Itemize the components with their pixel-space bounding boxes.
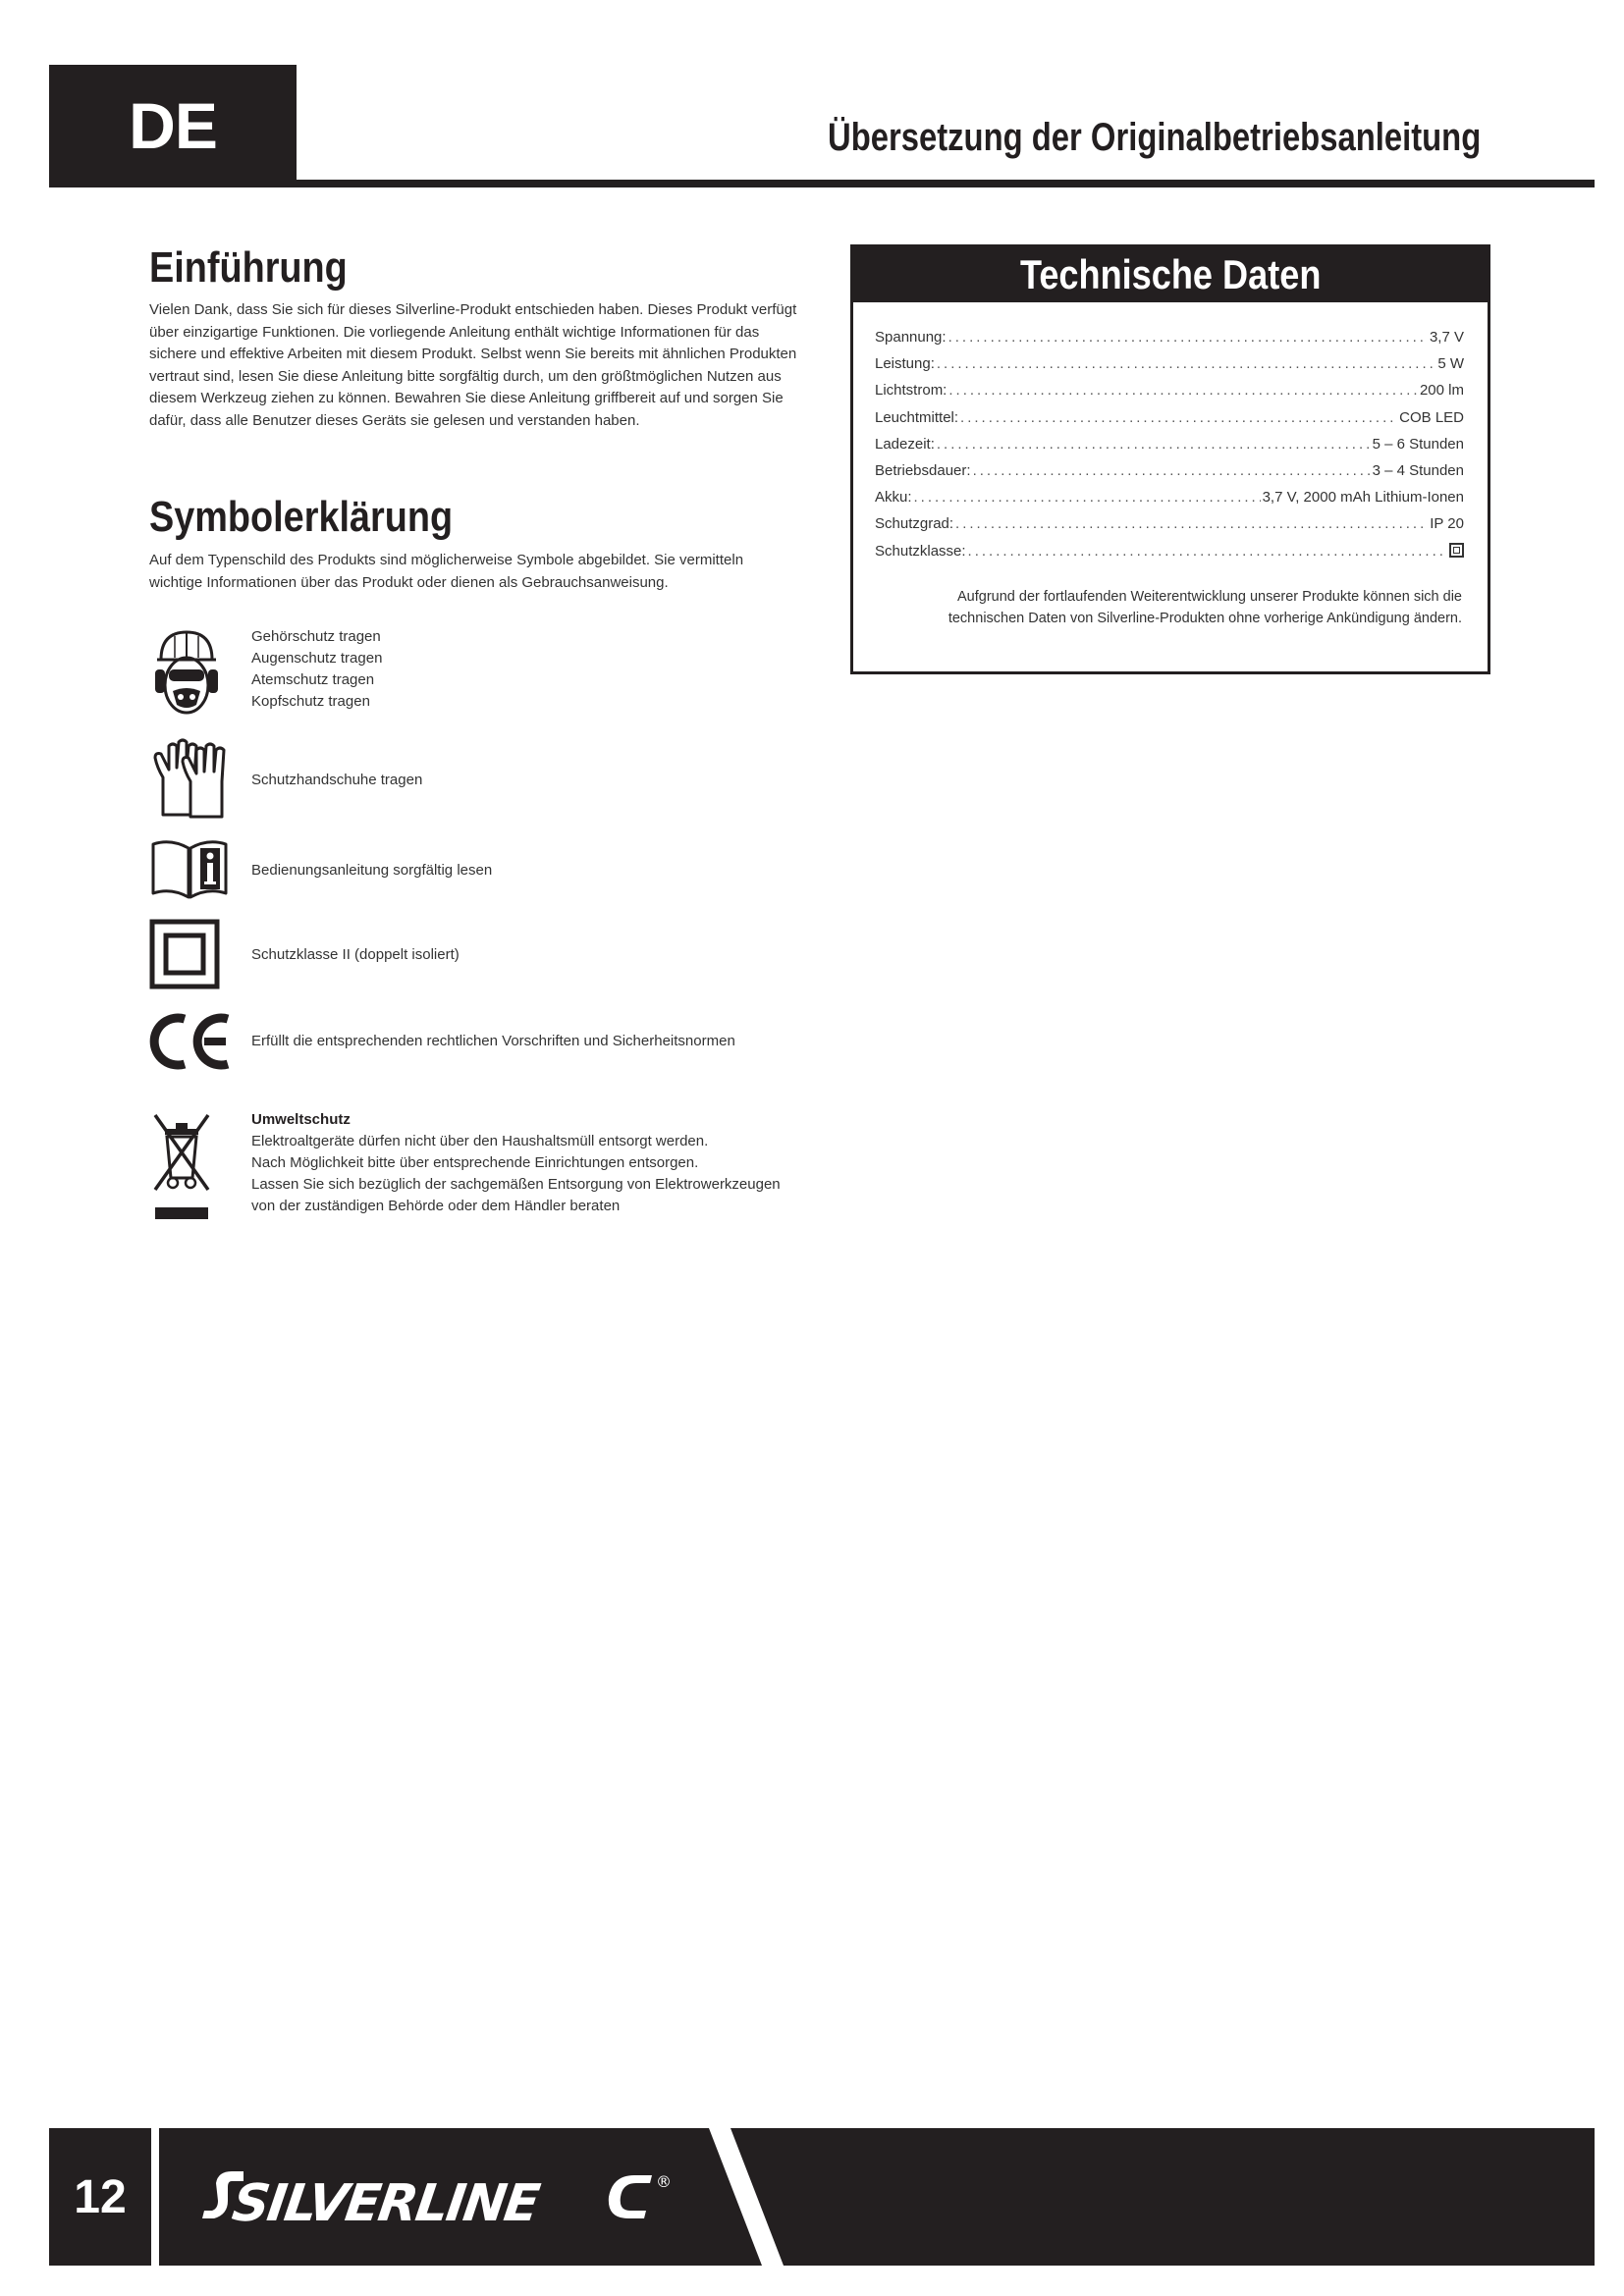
leader-dots	[914, 489, 1261, 506]
intro-line: dafür, dass alle Benutzer dieses Geräts sie gelesen und verstanden haben.	[149, 411, 640, 429]
symbol-description	[251, 1031, 735, 1052]
class-ii-icon	[149, 919, 220, 989]
symbol-line: Atemschutz tragen	[251, 671, 375, 688]
symbols-intro-line: Auf dem Typenschild des Produkts sind möglicherweise Symbole abgebildet. Sie vermitteln	[149, 552, 744, 568]
spec-label: Lichtstrom:	[875, 382, 947, 400]
spec-label: Schutzklasse:	[875, 542, 966, 560]
spec-value: 5 W	[1437, 355, 1464, 373]
spec-value: 3 – 4 Stunden	[1372, 461, 1464, 479]
intro-line: über einzigartige Funktionen. Die vorliegende Anleitung enthält wichtige Informationen für das	[149, 323, 760, 341]
symbols-heading: Symbolerklärung	[149, 493, 454, 541]
symbol-description	[251, 770, 422, 791]
ppe-head-protection-icon	[149, 626, 224, 721]
symbols-intro	[149, 550, 797, 594]
symbol-line: Bedienungsanleitung sorgfältig lesen	[251, 862, 493, 879]
spec-row	[875, 329, 1464, 355]
read-manual-icon	[149, 836, 230, 901]
ce-mark-icon	[149, 1013, 234, 1070]
language-badge: DE	[49, 65, 297, 187]
symbol-item	[149, 1109, 781, 1227]
header-divider	[49, 180, 1595, 187]
leader-dots	[937, 355, 1435, 372]
spec-value: IP 20	[1430, 515, 1464, 533]
symbol-item	[149, 1013, 778, 1082]
gloves-icon	[149, 738, 232, 821]
spec-row	[875, 543, 1464, 569]
symbol-description	[251, 626, 382, 713]
symbol-item	[149, 626, 778, 724]
spec-label: Leistung:	[875, 355, 935, 373]
symbol-line: von der zuständigen Behörde oder dem Händler beraten	[251, 1198, 621, 1214]
weee-bin-icon	[149, 1109, 214, 1225]
symbol-line: Nach Möglichkeit bitte über entsprechende Einrichtungen entsorgen.	[251, 1154, 699, 1171]
spec-label: Ladezeit:	[875, 435, 935, 453]
document-title: Übersetzung der Originalbetriebsanleitung	[827, 116, 1481, 159]
spec-label: Schutzgrad:	[875, 515, 954, 533]
leader-dots	[948, 382, 1418, 399]
spec-value: 200 lm	[1419, 382, 1464, 400]
symbol-item	[149, 919, 778, 993]
note-line: technischen Daten von Silverline-Produkten ohne vorherige Ankündigung ändern.	[947, 611, 1462, 626]
leader-dots	[960, 409, 1397, 426]
registered-mark: ®	[656, 2172, 672, 2191]
symbol-item	[149, 836, 778, 909]
spec-label: Betriebsdauer:	[875, 461, 971, 479]
spec-value: COB LED	[1399, 408, 1464, 426]
spec-row	[875, 436, 1464, 462]
intro-heading: Einführung	[149, 243, 348, 292]
symbol-title: Umweltschutz	[251, 1111, 351, 1128]
footer-separator	[151, 2128, 159, 2266]
spec-row	[875, 489, 1464, 515]
class-ii-small-icon	[1449, 543, 1464, 560]
intro-paragraph	[149, 299, 797, 432]
leader-dots	[973, 462, 1371, 479]
intro-line: diesem Werkzeug ziehen zu können. Bewahren Sie diese Anleitung griffbereit auf und sorgen Sie	[149, 390, 784, 406]
symbol-line: Lassen Sie sich bezüglich der sachgemäßen Entsorgung von Elektrowerkzeugen	[251, 1176, 781, 1193]
spec-row	[875, 355, 1464, 382]
spec-label: Leuchtmittel:	[875, 408, 959, 426]
spec-label: Spannung:	[875, 329, 947, 346]
leader-dots	[948, 329, 1428, 346]
symbol-description	[251, 944, 460, 966]
technical-data-note	[912, 586, 1462, 629]
intro-line: Vielen Dank, dass Sie sich für dieses Silverline-Produkt entschieden haben. Dieses Produkt verfügt	[149, 301, 797, 318]
symbol-line: Gehörschutz tragen	[251, 628, 381, 645]
symbol-line: Erfüllt die entsprechenden rechtlichen Vorschriften und Sicherheitsnormen	[251, 1033, 735, 1049]
intro-line: vertraut sind, lesen Sie diese Anleitung bitte sorgfältig durch, um den größtmöglichen Nutzen aus	[149, 367, 782, 385]
note-line: Aufgrund der fortlaufenden Weiterentwicklung unserer Produkte können sich die	[957, 589, 1462, 605]
page-number: 12	[74, 2170, 127, 2223]
spec-value: 3,7 V	[1429, 329, 1464, 346]
logo-wordmark: SILVERLINE	[228, 2174, 542, 2233]
leader-dots	[968, 543, 1447, 560]
symbol-line: Schutzhandschuhe tragen	[251, 772, 423, 788]
intro-line: sichere und effektive Arbeiten mit diesem Produkt. Selbst wenn Sie bereits mit ähnlichen Produkten	[149, 346, 797, 362]
symbol-item	[149, 738, 778, 827]
symbol-line: Augenschutz tragen	[251, 650, 383, 667]
spec-list	[875, 329, 1464, 569]
technical-data-box	[850, 244, 1490, 674]
spec-row	[875, 462, 1464, 489]
symbol-line: Schutzklasse II (doppelt isoliert)	[251, 946, 460, 963]
spec-value: 5 – 6 Stunden	[1372, 435, 1464, 453]
symbol-line: Elektroaltgeräte dürfen nicht über den Haushaltsmüll entsorgt werden.	[251, 1133, 709, 1149]
spec-row	[875, 515, 1464, 542]
spec-row	[875, 382, 1464, 408]
spec-value: 3,7 V, 2000 mAh Lithium-Ionen	[1262, 489, 1464, 507]
technical-data-header	[853, 247, 1488, 302]
leader-dots	[955, 515, 1428, 532]
spec-label: Akku:	[875, 489, 912, 507]
symbol-line: Kopfschutz tragen	[251, 693, 370, 710]
spec-row	[875, 409, 1464, 436]
symbol-description	[251, 1109, 781, 1217]
technical-data-heading: Technische Daten	[1019, 251, 1322, 297]
leader-dots	[937, 436, 1371, 453]
silverline-logo	[159, 2128, 787, 2266]
symbol-description	[251, 860, 492, 881]
symbols-intro-line: wichtige Informationen über das Produkt oder dienen als Gebrauchsanweisung.	[149, 573, 669, 591]
